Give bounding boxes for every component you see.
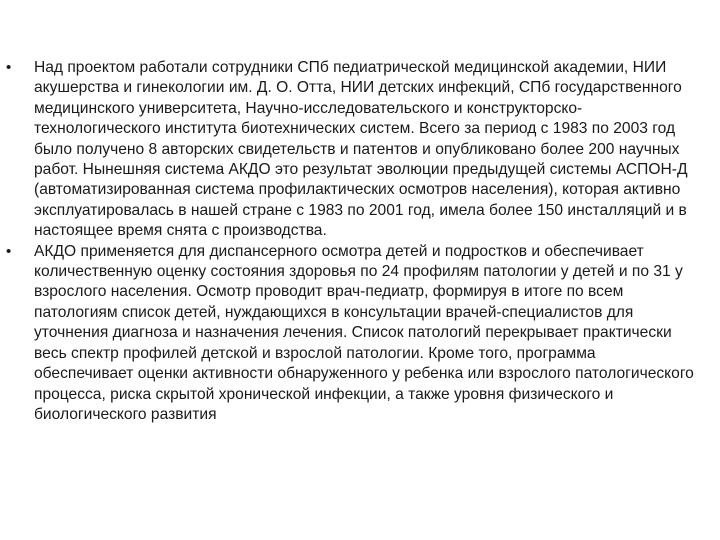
bullet-text: Над проектом работали сотрудники СПб педиатрической медицинской академии, НИИ акушерства и гинекологии им. Д. О. Отта, НИИ детских инфекций, СПб государственного медицинского университета, Научно-исследовательского и конструкторско-технологического института биотехнических систем. Всего за период с 1983 по 2003 год было получено 8 авторских свидетельств и патентов и опубликовано более 200 научных работ. Нынешняя система АКДО это результат эволюции предыдущей системы АСПОН-Д (автоматизированная система профилактических осмотров населения), которая активно эксплуатировалась в нашей стране с 1983 по 2001 год, имела более 150 инсталляций и в настоящее время снята с производства. [34, 59, 688, 240]
bullet-text: АКДО применяется для диспансерного осмотра детей и подростков и обеспечивает количественную оценку состояния здоровья по 24 профилям патологии у детей и по 31 у взрослого населения. Осмотр проводит врач-педиатр, формируя в итоге по всем патологиям список детей, нуждающихся в консультации врачей-специалистов для уточнения диагноза и назначения лечения. Список патологий перекрывает практически весь спектр профилей детской и взрослой патологии. Кроме того, программа обеспечивает оценки активности обнаруженного у ребенка или взрослого патологического процесса, риска скрытой хронической инфекции, а также уровня физического и биологического развития [34, 242, 694, 423]
bullet-marker-icon: • [6, 59, 12, 76]
bullet-item-1 [0, 58, 720, 242]
bullet-item-2 [0, 242, 720, 426]
bullet-marker-icon: • [6, 242, 12, 260]
bullet-list [0, 58, 720, 425]
